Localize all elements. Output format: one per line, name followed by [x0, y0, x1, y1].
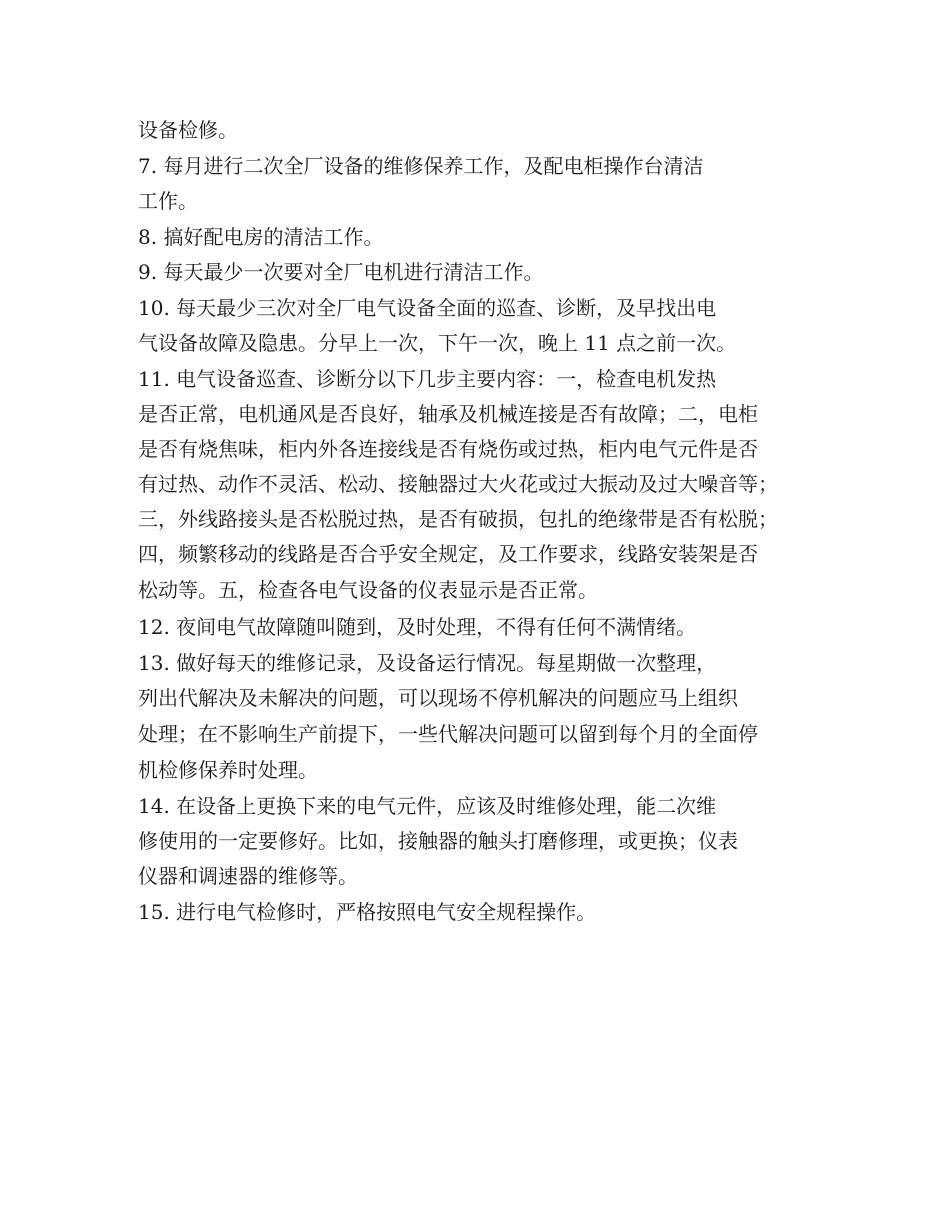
text-line: 四，频繁移动的线路是否合乎安全规定，及工作要求，线路安装架是否 — [138, 542, 758, 566]
text-line: 15. 进行电气检修时，严格按照电气安全规程操作。 — [138, 900, 597, 924]
text-line: 13. 做好每天的维修记录，及设备运行情况。每星期做一次整理， — [138, 651, 717, 675]
text-line: 设备检修。 — [138, 118, 238, 142]
text-line: 气设备故障及隐患。分早上一次，下午一次，晚上 11 点之前一次。 — [138, 331, 737, 355]
text-line: 机检修保养时处理。 — [138, 758, 318, 782]
text-line: 14. 在设备上更换下来的电气元件，应该及时维修处理，能二次维 — [138, 794, 717, 818]
text-line: 松动等。五，检查各电气设备的仪表显示是否正常。 — [138, 578, 598, 602]
text-line: 工作。 — [138, 189, 198, 213]
text-line: 三，外线路接头是否松脱过热，是否有破损，包扎的绝缘带是否有松脱； — [138, 507, 778, 531]
text-line: 是否有烧焦味，柜内外各连接线是否有烧伤或过热，柜内电气元件是否 — [138, 437, 758, 461]
text-line: 仪器和调速器的维修等。 — [138, 864, 358, 888]
text-line: 7. 每月进行二次全厂设备的维修保养工作，及配电柜操作台清洁 — [138, 154, 704, 178]
text-line: 是否正常，电机通风是否良好，轴承及机械连接是否有故障；二，电柜 — [138, 402, 758, 426]
text-line: 10. 每天最少三次对全厂电气设备全面的巡查、诊断，及早找出电 — [138, 296, 717, 320]
text-line: 处理；在不影响生产前提下，一些代解决问题可以留到每个月的全面停 — [138, 722, 758, 746]
text-line: 有过热、动作不灵活、松动、接触器过大火花或过大振动及过大噪音等； — [138, 472, 778, 496]
text-line: 11. 电气设备巡查、诊断分以下几步主要内容：一，检查电机发热 — [138, 367, 717, 391]
text-line: 9. 每天最少一次要对全厂电机进行清洁工作。 — [138, 260, 544, 284]
text-line: 修使用的一定要修好。比如，接触器的触头打磨修理，或更换；仪表 — [138, 829, 738, 853]
text-line: 12. 夜间电气故障随叫随到，及时处理，不得有任何不满情绪。 — [138, 615, 697, 639]
text-line: 8. 搞好配电房的清洁工作。 — [138, 225, 384, 249]
text-line: 列出代解决及未解决的问题，可以现场不停机解决的问题应马上组织 — [138, 686, 738, 710]
